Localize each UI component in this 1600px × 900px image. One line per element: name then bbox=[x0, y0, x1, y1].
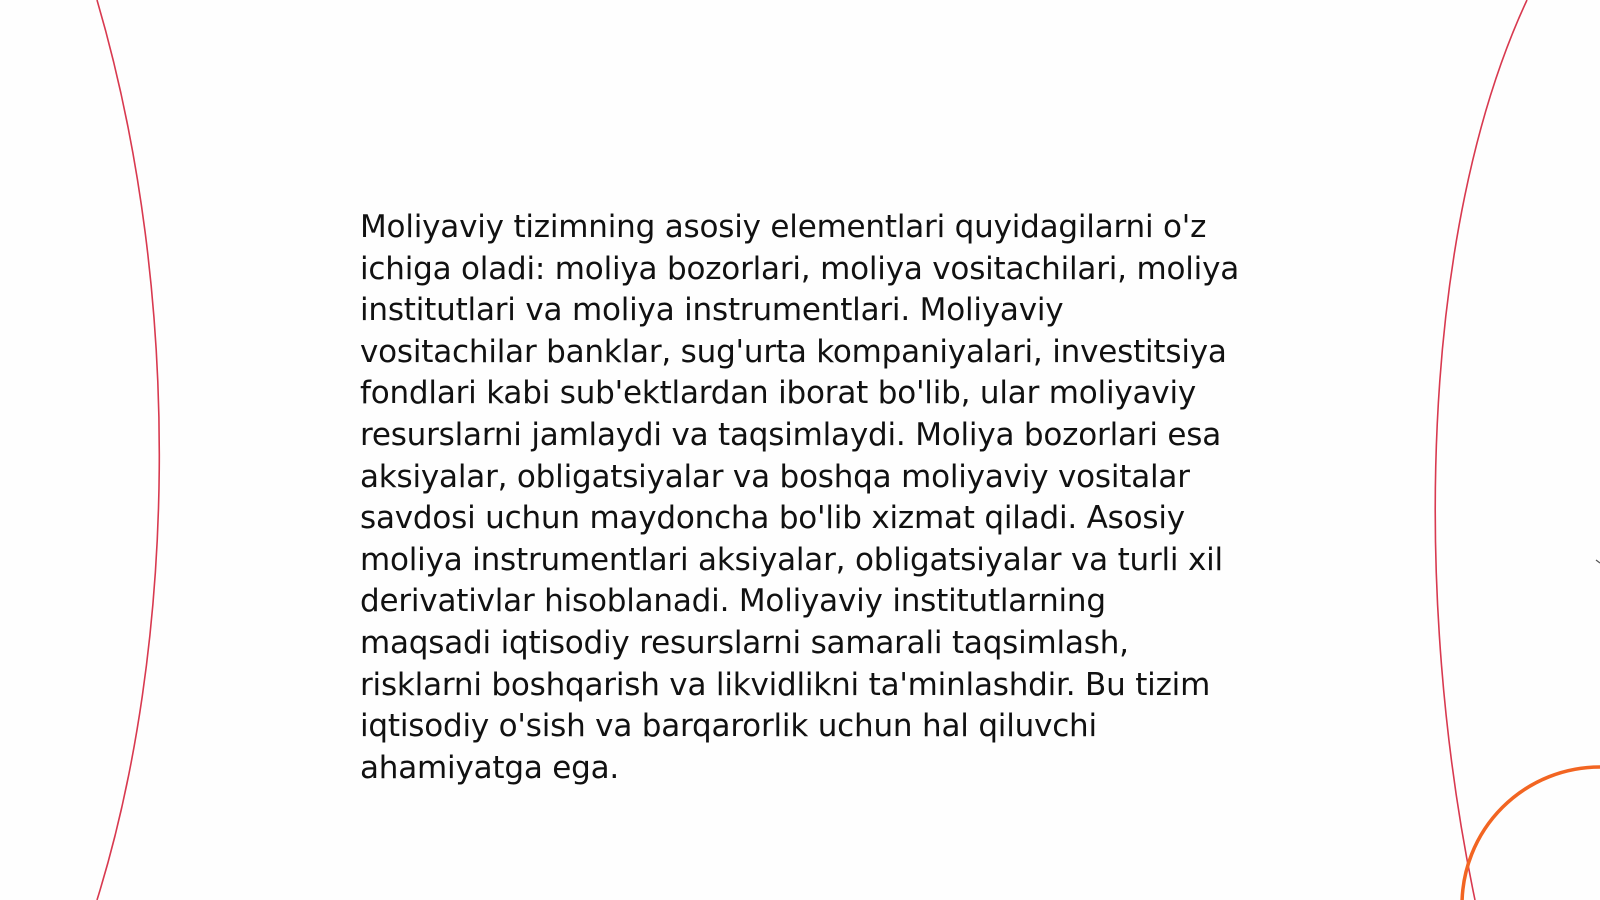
left-curve bbox=[97, 0, 159, 900]
right-curve bbox=[1435, 0, 1527, 900]
right-edge-tick bbox=[1596, 560, 1600, 563]
orange-accent-circle bbox=[1462, 767, 1600, 900]
slide-body-text: Moliyaviy tizimning asosiy elementlari quyidagilarni o'z ichiga oladi: moliya bozorlari, moliya vositachilari, moliya institutlari va moliya instrumentlari. Moliyaviy vositachilar banklar, sug'urta kompaniyalari, investitsiya fondlari kabi sub'ektlardan iborat bo'lib, ular moliyaviy resurslarni jamlaydi va taqsimlaydi. Moliya bozorlari esa aksiyalar, obligatsiyalar va boshqa moliyaviy vositalar savdosi uchun maydoncha bo'lib xizmat qiladi. Asosiy moliya instrumentlari aksiyalar, obligatsiyalar va turli xil derivativlar hisoblanadi. Moliyaviy institutlarning maqsadi iqtisodiy resurslarni samarali taqsimlash, risklarni boshqarish va likvidlikni ta'minlashdir. Bu tizim iqtisodiy o'sish va barqarorlik uchun hal qiluvchi ahamiyatga ega. bbox=[360, 209, 1240, 786]
